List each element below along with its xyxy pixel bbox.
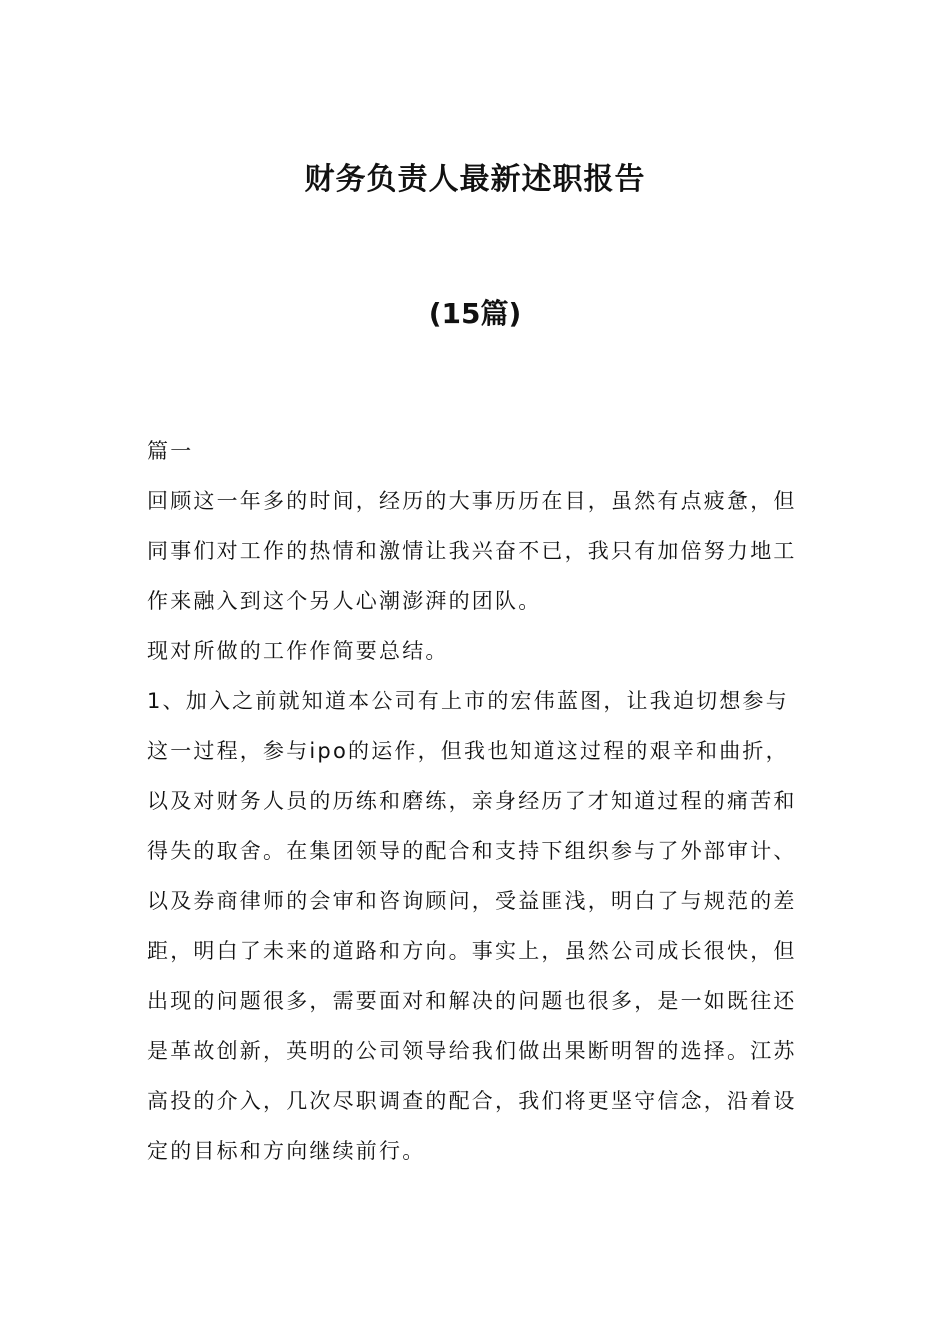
document-subtitle: (15篇): [428, 297, 522, 330]
paragraph-item-1: 1、加入之前就知道本公司有上市的宏伟蓝图，让我迫切想参与这一过程，参与ipo的运作，但我也知道这过程的艰辛和曲折，以及对财务人员的历练和磨练，亲身经历了才知道过程的痛苦和得失的取舍。在集团领导的配合和支持下组织参与了外部审计、以及券商律师的会审和咨询顾问，受益匪浅，明白了与规范的差距，明白了未来的道路和方向。事实上，虽然公司成长很快，但出现的问题很多，需要面对和解决的问题也很多，是一如既往还是革故创新，英明的公司领导给我们做出果断明智的选择。江苏高投的介入，几次尽职调查的配合，我们将更坚守信念，沿着设定的目标和方向继续前行。: [147, 689, 797, 1163]
section-label: 篇一: [147, 439, 194, 463]
document-body: [147, 426, 807, 1176]
paragraph-summary-lead: 现对所做的工作作简要总结。: [147, 639, 449, 663]
paragraph-intro: 回顾这一年多的时间，经历的大事历历在目，虽然有点疲惫，但同事们对工作的热情和激情让我兴奋不已，我只有加倍努力地工作来融入到这个另人心潮澎湃的团队。: [147, 489, 797, 613]
document-title: 财务负责人最新述职报告: [304, 162, 646, 197]
